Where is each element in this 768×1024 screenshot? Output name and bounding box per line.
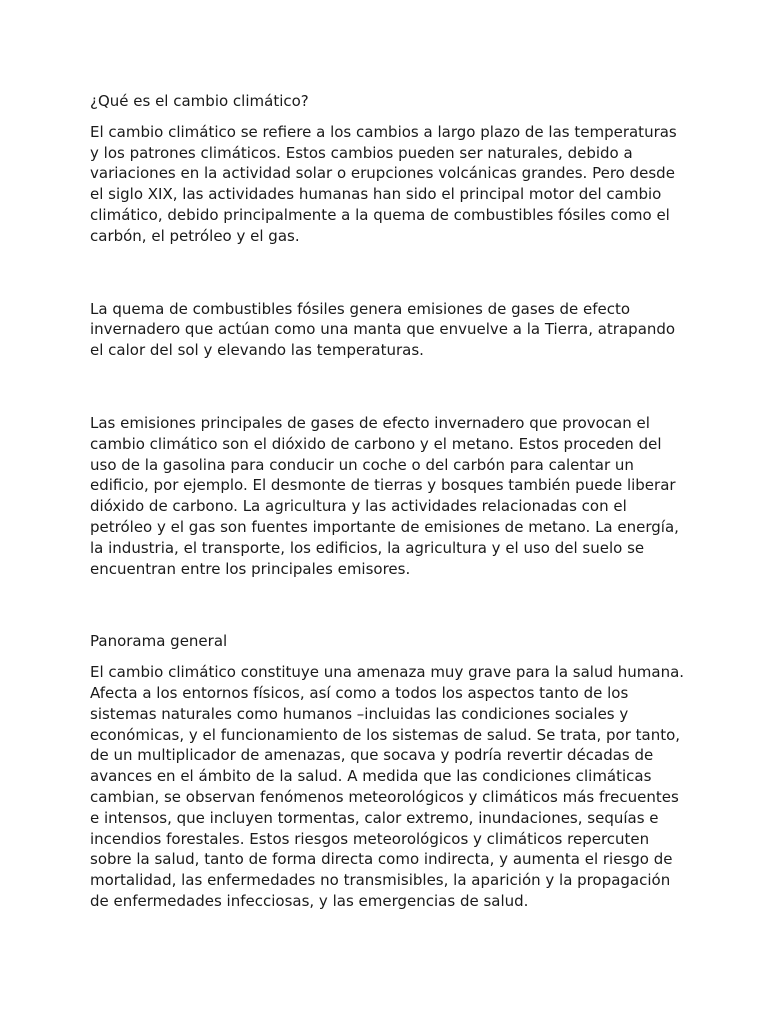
spacer bbox=[90, 652, 690, 662]
paragraph-greenhouse-effect: La quema de combustibles fósiles genera emisiones de gases de efecto invernadero que actúan como una manta que envuelve a la Tierra, atrapando el calor del sol y elevando las temperaturas. bbox=[90, 299, 676, 360]
spacer bbox=[90, 112, 690, 122]
paragraph-emissions: Las emisiones principales de gases de efecto invernadero que provocan el cambio climático son el dióxido de carbono y el metano. Estos proceden del uso de la gasolina para conducir un coche o del carbón para calentar un edificio, por ejemplo. El desmonte de tierras y bosques también puede liberar dióxido de carbono. La agricultura y las actividades relacionadas con el petróleo y el gas son fuentes importante de emisiones de metano. La energía, la industria, el transporte, los edificios, la agricultura y el uso del suelo se encuentran entre los principales emisores. bbox=[90, 413, 679, 578]
document-body bbox=[90, 91, 690, 912]
spacer bbox=[90, 247, 690, 299]
spacer bbox=[90, 579, 690, 631]
section-heading-overview: Panorama general bbox=[90, 632, 228, 651]
paragraph-definition: El cambio climático se refiere a los cambios a largo plazo de las temperaturas y los patrones climáticos. Estos cambios pueden ser naturales, debido a variaciones en la actividad solar o erupciones volcánicas grandes. Pero desde el siglo XIX, las actividades humanas han sido el principal motor del cambio climático, debido principalmente a la quema de combustibles fósiles como el carbón, el petróleo y el gas. bbox=[90, 122, 677, 245]
paragraph-health-impact: El cambio climático constituye una amenaza muy grave para la salud humana. Afecta a los entornos físicos, así como a todos los aspectos tanto de los sistemas naturales como humanos –incluidas las condiciones sociales y económicas, y el funcionamiento de los sistemas de salud. Se trata, por tanto, de un multiplicador de amenazas, que socava y podría revertir décadas de avances en el ámbito de la salud. A medida que las condiciones climáticas cambian, se observan fenómenos meteorológicos y climáticos más frecuentes e intensos, que incluyen tormentas, calor extremo, inundaciones, sequías e incendios forestales. Estos riesgos meteorológicos y climáticos repercuten sobre la salud, tanto de forma directa como indirecta, y aumenta el riesgo de mortalidad, las enfermedades no transmisibles, la aparición y la propagación de enfermedades infecciosas, y las emergencias de salud. bbox=[90, 663, 685, 910]
section-heading-what-is-climate-change: ¿Qué es el cambio climático? bbox=[90, 92, 309, 110]
spacer bbox=[90, 361, 690, 413]
